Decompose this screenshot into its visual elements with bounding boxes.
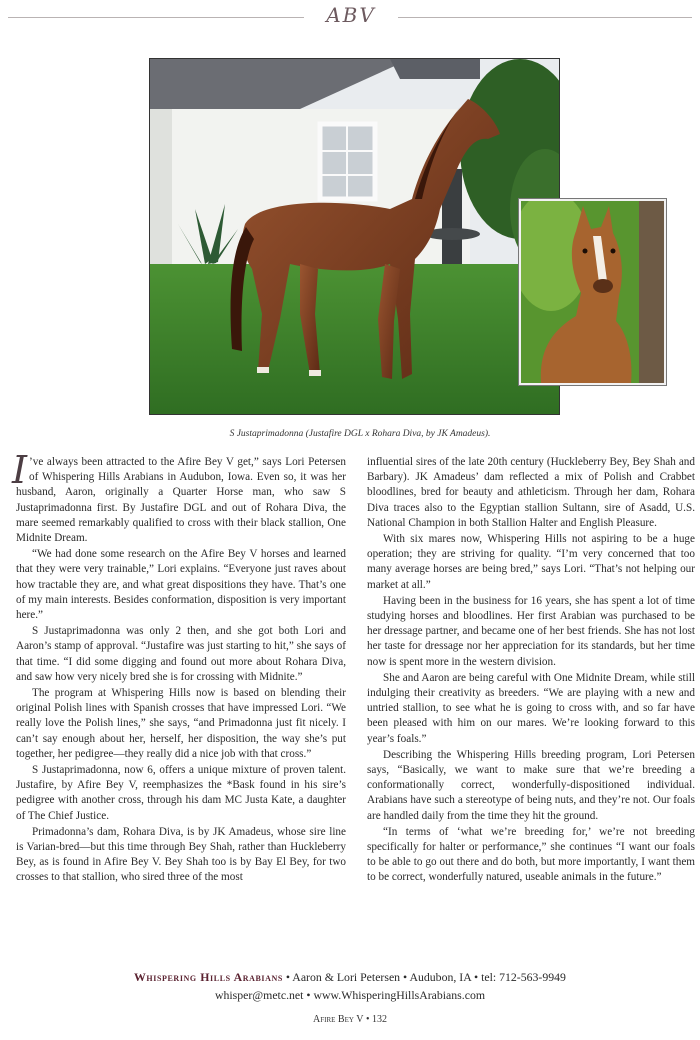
horse-head-illustration (521, 201, 664, 383)
article-paragraph: S Justaprimadonna, now 6, offers a unique mixture of proven talent. Justafire, by Afire Bey V, reemphasizes the *Bask found in his sire’s pedigree with another cross, through his dam MC Justa Kate, a daughter of The Chief Justice. (16, 764, 346, 822)
article-paragraph (12, 448, 346, 546)
header-monogram: ABV (326, 3, 376, 27)
paragraph-text: ’ve always been attracted to the Afire Bey V get,” says Lori Petersen of Whispering Hills Arabians in Audubon, Iowa. Even so, it was her husband, Aaron, originally a Quarter Horse man, who saw S Justaprimadonna first. By Justafire DGL and out of Rohara Diva, the mare seemed remarkably qualified to cross with their black stallion, One Midnite Dream. (16, 456, 346, 545)
page-footer (0, 1014, 700, 1025)
article-paragraph: influential sires of the late 20th century (Huckleberry Bey, Bey Shah and Barbary). JK Amadeus’ dam reflected a mix of Polish and Crabbet bloodlines, bred for beauty and athleticism. Through her dam, Rohara Diva traces also to the Egyptian stallion Sultann, sire of Asadd, U.S. National Champion in both Stallion Halter and English Pleasure. (367, 456, 695, 529)
article-paragraph: With six mares now, Whispering Hills not aspiring to be a huge operation; they are striving for quality. “I’m very concerned that too many average horses are being bred,” says Lori. “That’s not helping our market at all.” (367, 533, 695, 591)
article-column-right (367, 455, 695, 887)
header-rule-right (398, 17, 692, 18)
article-paragraph: “In terms of ‘what we’re breeding for,’ we’re not breeding specifically for halter or performance,” she continues “I want our foals to be able to go out there and do both, but more importantly, I want them to be correct, wonderfully natured, useable animals in the future.” (367, 825, 695, 884)
farm-name: Whispering Hills Arabians (134, 970, 283, 984)
horse-on-lawn-illustration (150, 59, 560, 415)
article-paragraph: Having been in the business for 16 years, she has spent a lot of time studying horses and bloodlines. Her first Arabian was purchased to be her dressage partner, and became one of her best friends. She has not lost her taste for dressage nor her appreciation for its standards, but her time now is spent more in the western division. (367, 594, 695, 668)
article-paragraph: The program at Whispering Hills now is based on blending their original Polish lines with Spanish crosses that have impressed Lori. “We really love the Polish lines,” she says, “and Primadonna just fit nicely. I can’t say enough about her, herself, her disposition, the way she’s put together, her pedigree—they really did a nice job with that cross.” (16, 687, 346, 760)
article-paragraph: S Justaprimadonna was only 2 then, and she got both Lori and Aaron’s stamp of approval. “Justafire was just starting to hit,” she says of that time. “I did some digging and found out more about Rohara Diva, and saw how very nicely bred she is for crossing with Midnite.” (16, 625, 346, 683)
article-column-left (12, 448, 346, 887)
contact-web-line: whisper@metc.net • www.WhisperingHillsArabians.com (214, 988, 486, 1002)
article-paragraph: She and Aaron are being careful with One Midnite Dream, while still indulging their creativity as breeders. “We are playing with a new and untried stallion, to see what he is going to cross with, and so far have been pleased with him on our mares. We’re looking forward to this year’s foals.” (367, 671, 695, 745)
article-paragraph: Primadonna’s dam, Rohara Diva, is by JK Amadeus, whose sire line is Varian-bred—but this time through Bey Shah, rather than Huckleberry Bey, as is found in Afire Bey V. Bey Shah too is by Bay El Bey, for two crosses to that stallion, who sired three of the most (16, 825, 346, 884)
header-rule-left (8, 17, 304, 18)
article-paragraph: “We had done some research on the Afire Bey V horses and learned that they were very trainable,” Lori explains. “Everyone just raves about how tractable they are, and what great dispositions they have. That’s one of my main interests. Besides conformation, disposition is very important here.” (16, 548, 346, 622)
main-horse-photo (149, 58, 560, 415)
inset-horse-head-photo (519, 199, 666, 385)
page-number: • 132 (363, 1014, 387, 1025)
photo-caption: S Justaprimadonna (Justafire DGL x Rohara Diva, by JK Amadeus). (229, 429, 491, 439)
contact-line (0, 970, 700, 985)
drop-cap: I (12, 448, 28, 492)
publication-name: Afire Bey V (313, 1014, 364, 1025)
contact-details: • Aaron & Lori Petersen • Audubon, IA • tel: 712-563-9949 (282, 970, 566, 984)
article-paragraph: Describing the Whispering Hills breeding program, Lori Petersen says, “Basically, we want to make sure that we’re breeding a conformationally correct, wonderfully-dispositioned individual. Arabians have such a stereotype of being nuts, and they’re not. Our foals are handled daily from the time they hit the ground. (367, 748, 695, 822)
